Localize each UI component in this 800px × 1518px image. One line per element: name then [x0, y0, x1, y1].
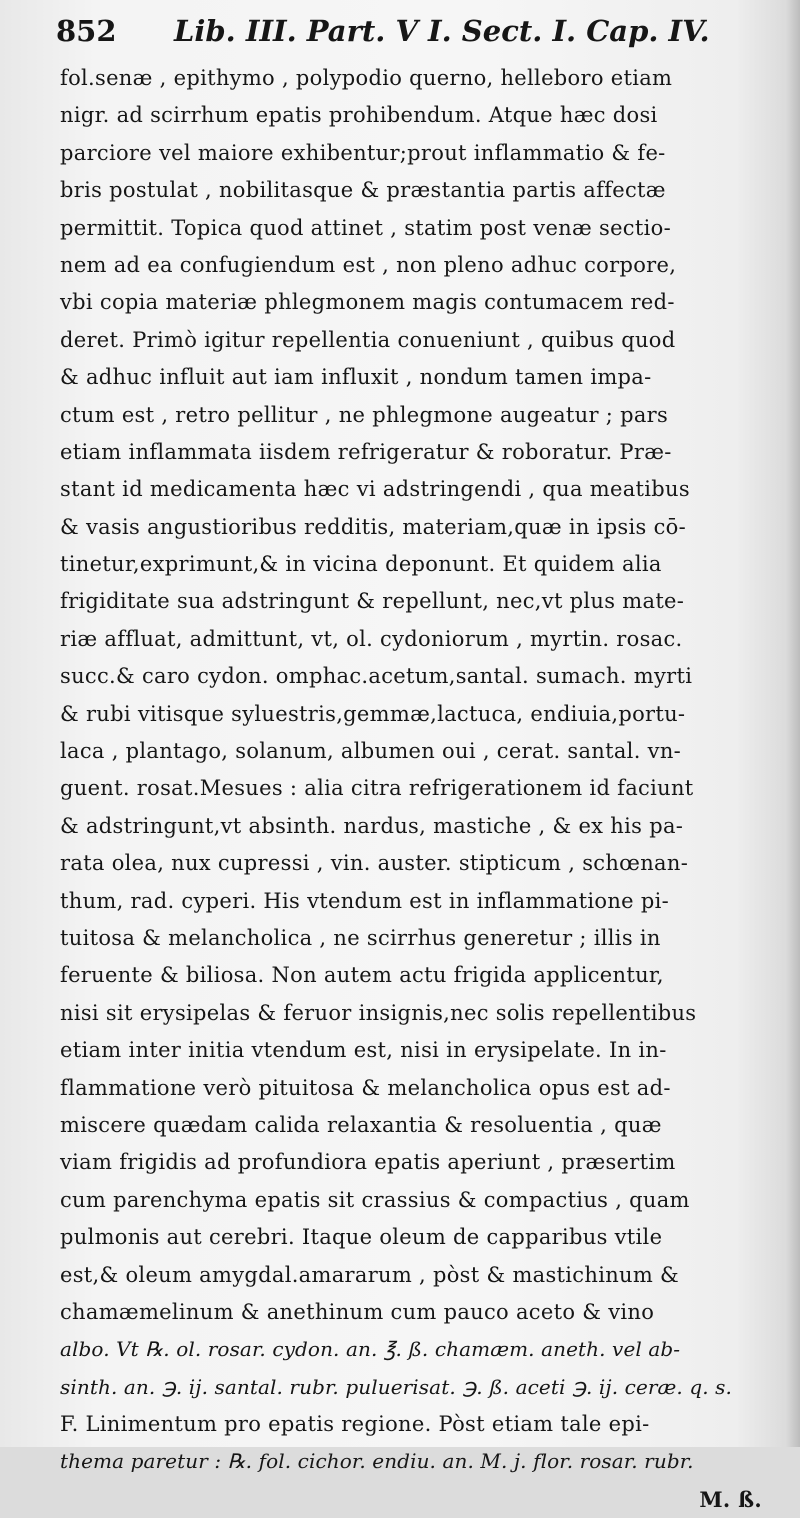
text-line: succ.& caro cydon. omphac.acetum,santal. sumach. myrti — [60, 664, 693, 689]
recipe-line: sinth. an. ℈. ij. santal. rubr. puluerisat. ℈. ß. aceti ℈. ij. ceræ. q. s. — [60, 1374, 732, 1399]
text-line: ctum est , retro pellitur , ne phlegmone augeatur ; pars — [60, 402, 669, 427]
text-line: stant id medicamenta hæc vi adstringendi , qua meatibus — [60, 477, 690, 502]
body-text — [60, 60, 770, 1518]
text-line: laca , plantago, solanum, albumen oui , cerat. santal. vn- — [60, 739, 682, 764]
text-line: feruente & biliosa. Non autem actu frigida applicentur, — [60, 963, 664, 988]
text-line: & adhuc influit aut iam influxit , nondum tamen impa- — [60, 365, 652, 390]
running-title: Lib. III. Part. V I. Sect. I. Cap. IV. — [174, 14, 710, 48]
text-line: frigiditate sua adstringunt & repellunt, nec,vt plus mate- — [60, 589, 685, 614]
text-line: F. Linimentum pro epatis regione. Pòst etiam tale epi- — [60, 1412, 650, 1437]
text-line: chamæmelinum & anethinum cum pauco aceto & vino — [60, 1299, 655, 1324]
text-line: fol.senæ , epithymo , polypodio querno, helleboro etiam — [60, 66, 673, 90]
text-line: thum, rad. cyperi. His vtendum est in inflammatione pi- — [60, 888, 670, 913]
recipe-line: albo. Vt ℞. ol. rosar. cydon. an. ℥. ß. chamæm. aneth. vel ab- — [60, 1337, 681, 1362]
text-line: pulmonis aut cerebri. Itaque oleum de capparibus vtile — [60, 1225, 663, 1250]
text-line: rata olea, nux cupressi , vin. auster. stipticum , schœnan- — [60, 851, 689, 876]
text-line: riæ affluat, admittunt, vt, ol. cydoniorum , myrtin. rosac. — [60, 626, 683, 651]
text-line: vbi copia materiæ phlegmonem magis contumacem red- — [60, 290, 675, 315]
text-line: est,& oleum amygdal.amararum , pòst & mastichinum & — [60, 1262, 680, 1287]
page-gutter-shadow — [786, 0, 800, 1447]
recipe-line: thema paretur : ℞. fol. cichor. endiu. an. M. j. flor. rosar. rubr. — [60, 1449, 694, 1474]
page-header — [56, 14, 756, 56]
text-line: bris postulat , nobilitasque & præstantia partis affectæ — [60, 178, 666, 203]
text-line: flammatione verò pituitosa & melancholica opus est ad- — [60, 1075, 671, 1100]
text-line: nisi sit erysipelas & feruor insignis,nec solis repellentibus — [60, 1000, 697, 1025]
text-line: cum parenchyma epatis sit crassius & compactius , quam — [60, 1187, 690, 1212]
text-line: permittit. Topica quod attinet , statim post venæ sectio- — [60, 215, 671, 240]
text-line: guent. rosat.Mesues : alia citra refrigerationem id faciunt — [60, 776, 694, 801]
text-line: miscere quædam calida relaxantia & resoluentia , quæ — [60, 1112, 662, 1137]
closing-dosage: M. ß. — [699, 1486, 762, 1512]
text-line: & rubi vitisque syluestris,gemmæ,lactuca, endiuia,portu- — [60, 701, 686, 726]
page-number: 852 — [56, 14, 117, 48]
text-line: & adstringunt,vt absinth. nardus, mastiche , & ex his pa- — [60, 813, 684, 838]
text-line: nigr. ad scirrhum epatis prohibendum. Atque hæc dosi — [60, 103, 658, 128]
text-line: tuitosa & melancholica , ne scirrhus generetur ; illis in — [60, 925, 661, 950]
text-line: parciore vel maiore exhibentur;prout inflammatio & fe- — [60, 140, 666, 165]
text-line: deret. Primò igitur repellentia conueniunt , quibus quod — [60, 327, 676, 352]
text-line: etiam inter initia vtendum est, nisi in erysipelate. In in- — [60, 1038, 667, 1063]
text-line: viam frigidis ad profundiora epatis aperiunt , præsertim — [60, 1150, 676, 1175]
text-line: etiam inflammata iisdem refrigeratur & roboratur. Præ- — [60, 439, 672, 464]
text-line: tinetur,exprimunt,& in vicina deponunt. Et quidem alia — [60, 552, 662, 577]
text-line: nem ad ea confugiendum est , non pleno adhuc corpore, — [60, 252, 677, 277]
text-line: & vasis angustioribus redditis, materiam,quæ in ipsis cō- — [60, 514, 686, 539]
